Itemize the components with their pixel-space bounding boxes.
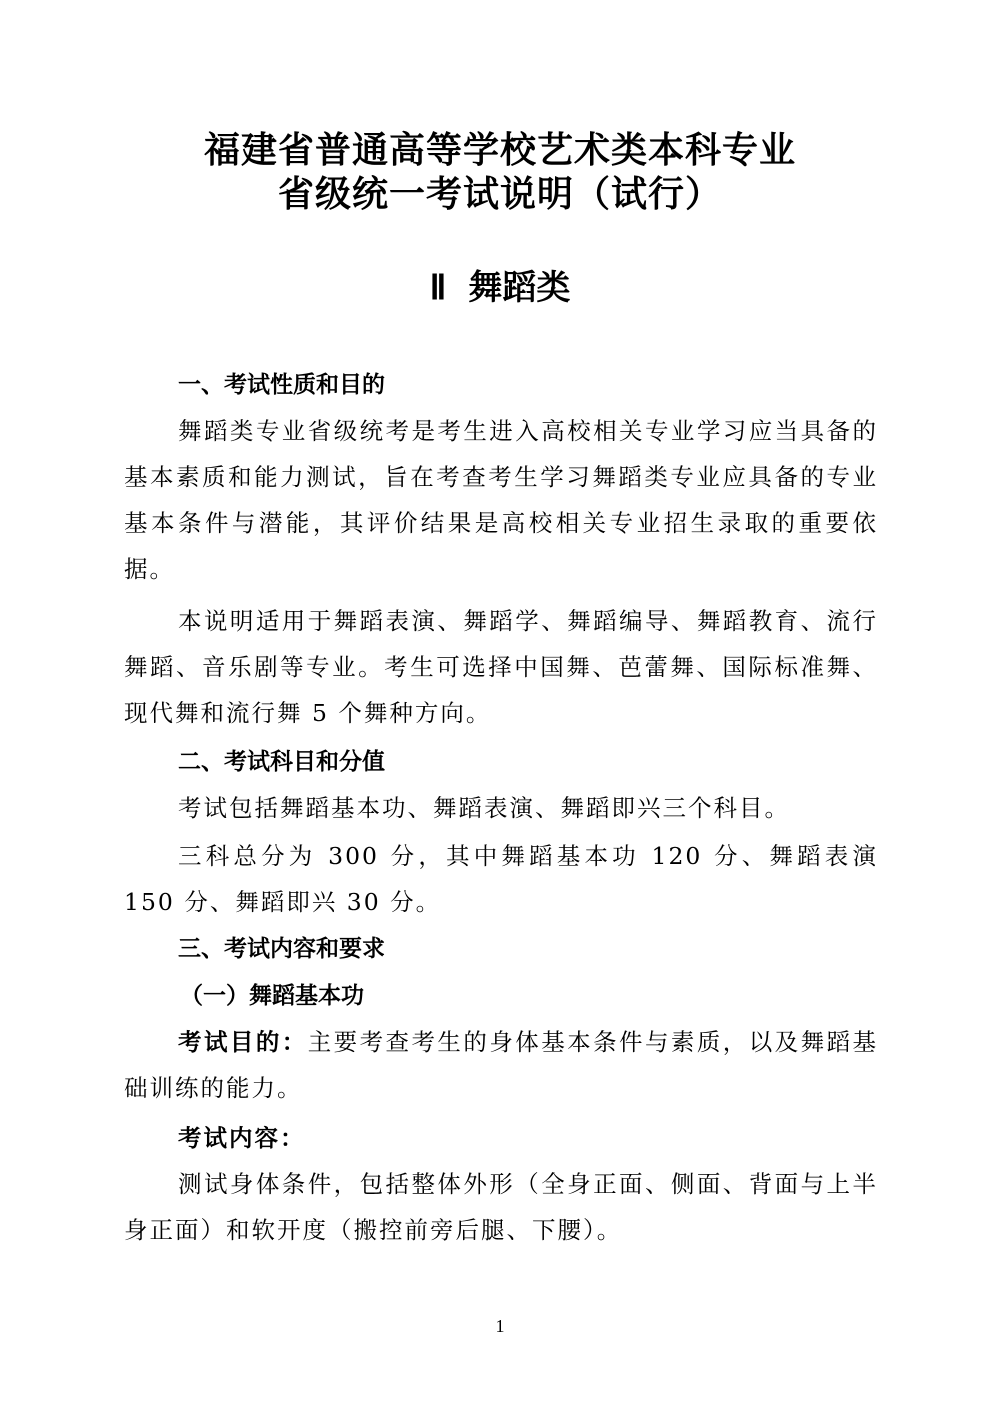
paragraph-exam-purpose: 舞蹈类专业省级统考是考生进入高校相关专业学习应当具备的基本素质和能力测试，旨在考查考生学习舞蹈类专业应具备的专业基本条件与潜能，其评价结果是高校相关专业招生录取的重要依据。 — [124, 417, 878, 583]
section-roman-numeral: Ⅱ — [429, 270, 447, 307]
paragraph-exam-objective — [124, 1019, 878, 1111]
subheading-dance-basics: （一）舞蹈基本功 — [180, 982, 364, 1009]
document-title-line-1: 福建省普通高等学校艺术类本科专业 — [203, 129, 796, 171]
label-exam-content: 考试内容： — [178, 1124, 306, 1152]
heading-exam-nature: 一、考试性质和目的 — [178, 372, 385, 398]
paragraph-subjects: 考试包括舞蹈基本功、舞蹈表演、舞蹈即兴三个科目。 — [178, 794, 790, 822]
heading-content-requirements: 三、考试内容和要求 — [178, 936, 385, 962]
heading-subjects-scores: 二、考试科目和分值 — [178, 749, 385, 775]
paragraph-exam-content: 测试身体条件，包括整体外形（全身正面、侧面、背面与上半身正面）和软开度（搬控前旁后腿、下腰）。 — [124, 1170, 878, 1244]
paragraph-exam-content-label — [124, 1115, 878, 1161]
paragraph-scores: 三科总分为 300 分，其中舞蹈基本功 120 分、舞蹈表演 150 分、舞蹈即兴 30 分。 — [124, 842, 878, 916]
document-title-line-2: 省级统一考试说明（试行） — [277, 173, 722, 215]
text-exam-objective: 主要考查考生的身体基本条件与素质，以及舞蹈基础训练的能力。 — [124, 1028, 879, 1102]
page-number: 1 — [495, 1316, 505, 1336]
section-name: 舞蹈类 — [468, 268, 571, 308]
paragraph-scope: 本说明适用于舞蹈表演、舞蹈学、舞蹈编导、舞蹈教育、流行舞蹈、音乐剧等专业。考生可选择中国舞、芭蕾舞、国际标准舞、现代舞和流行舞 5 个舞种方向。 — [124, 607, 878, 727]
label-exam-objective: 考试目的： — [178, 1028, 308, 1056]
section-title — [0, 266, 1000, 311]
